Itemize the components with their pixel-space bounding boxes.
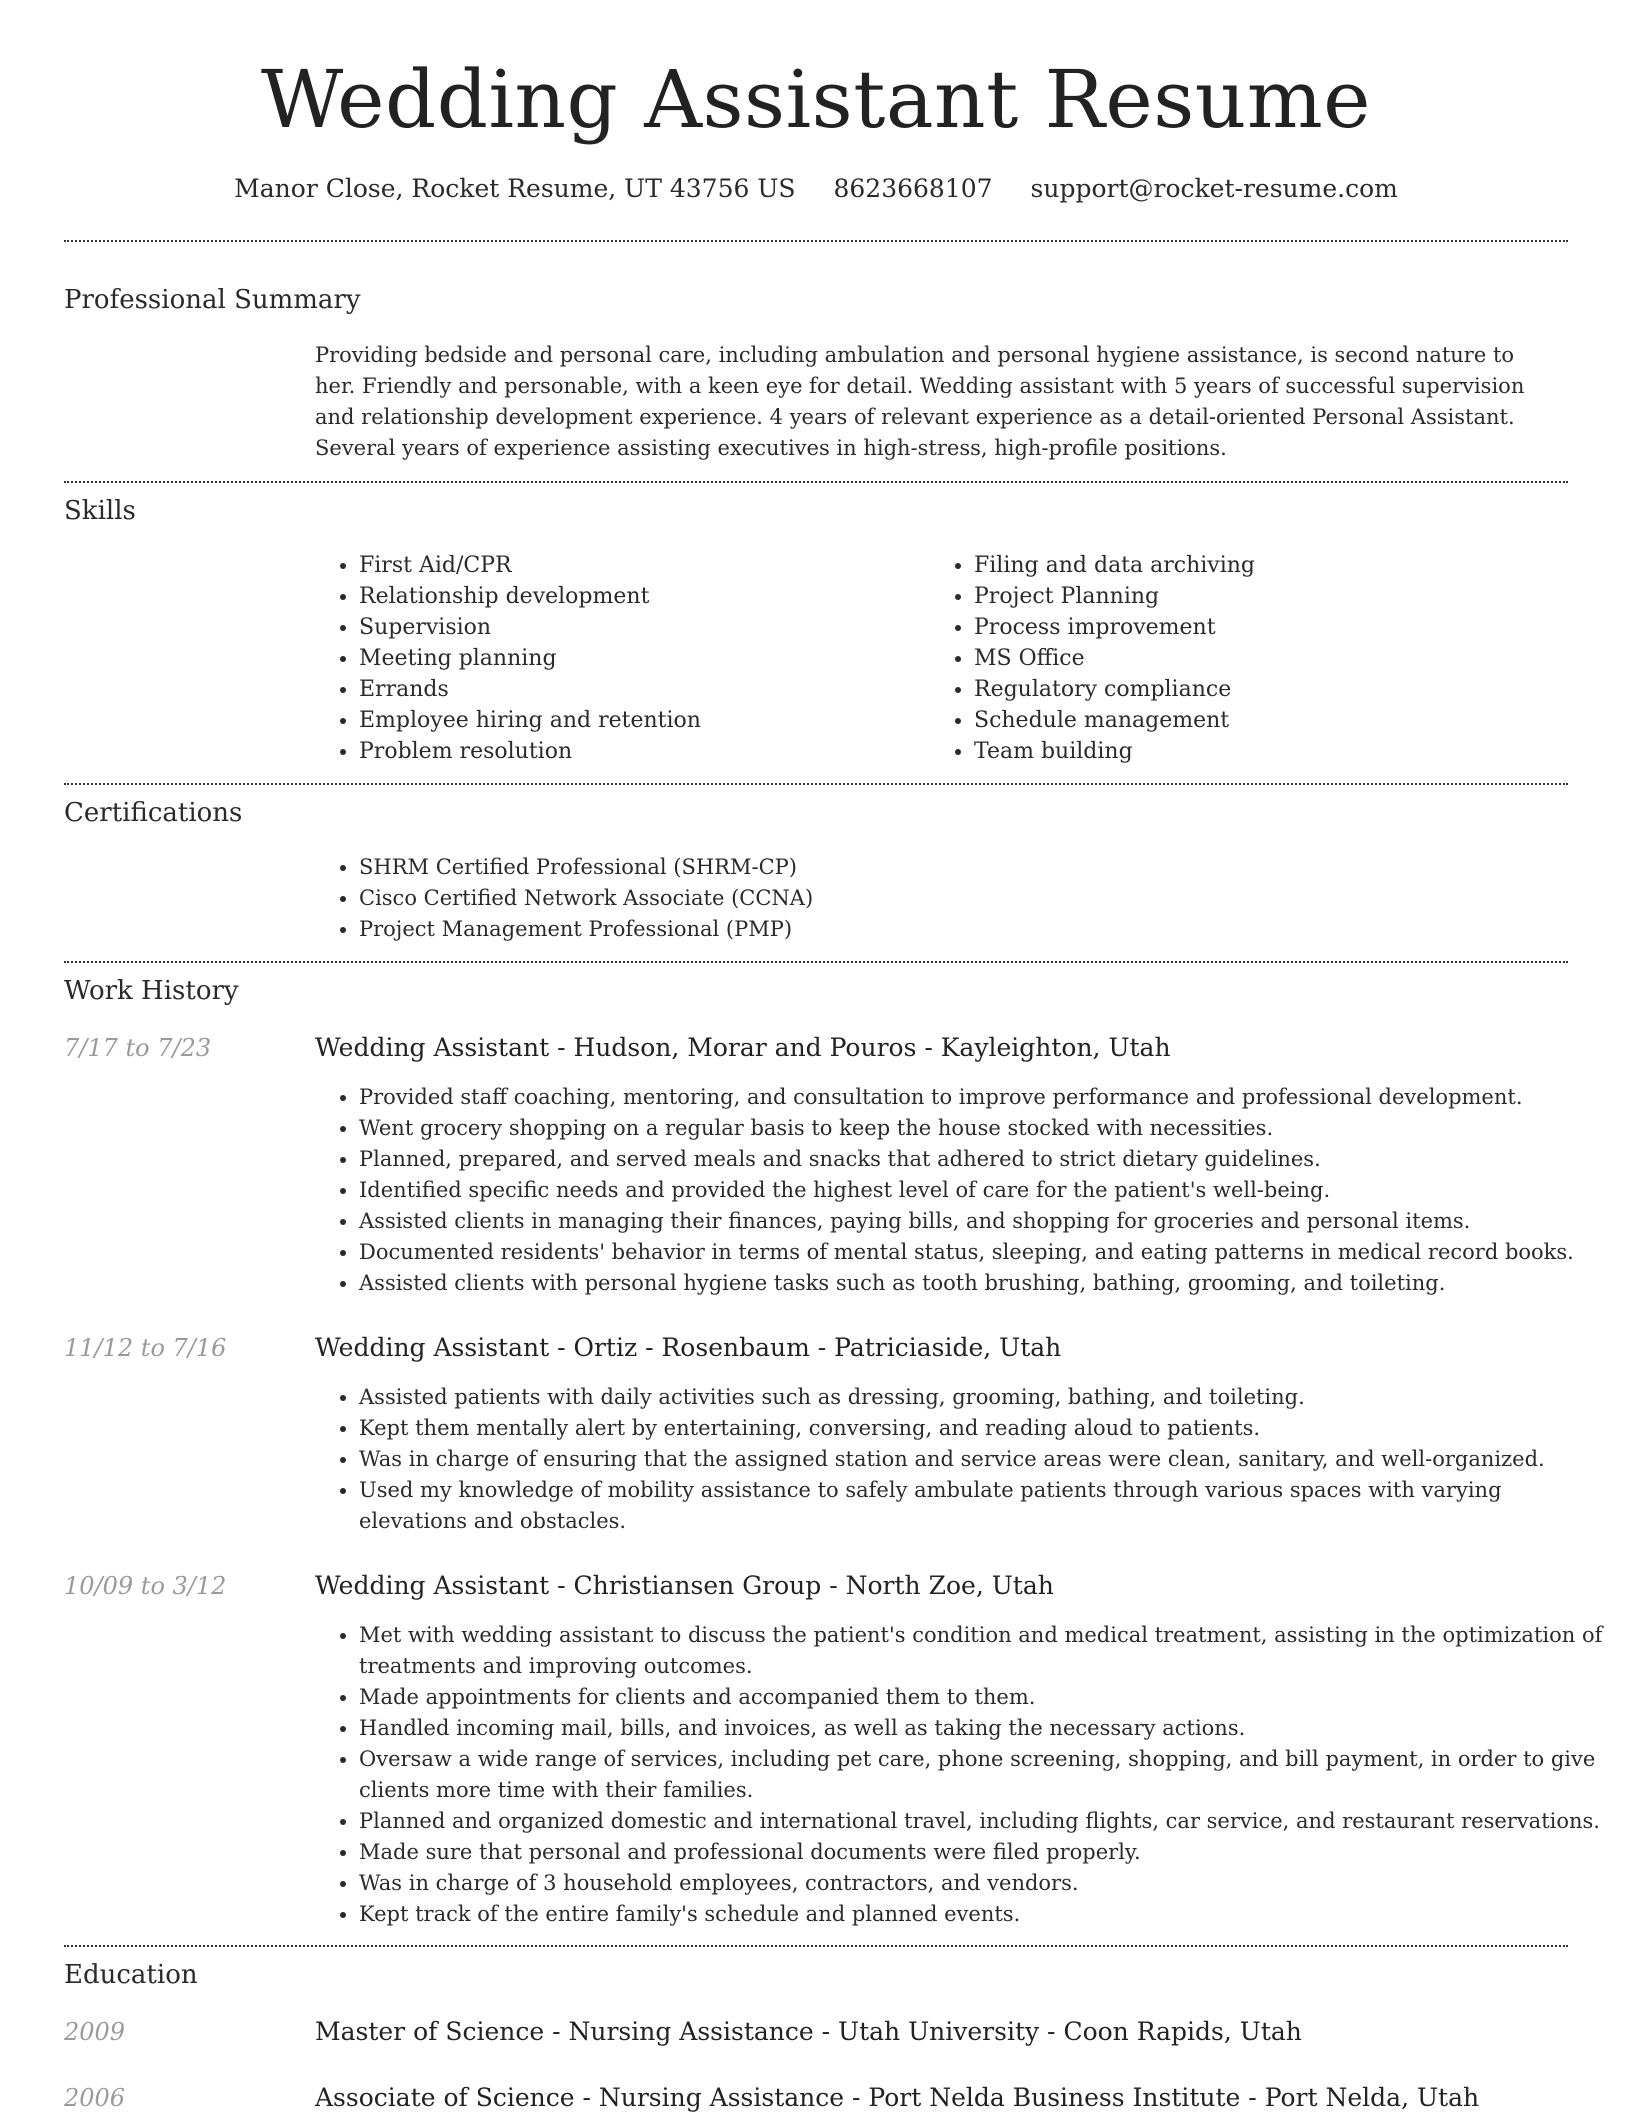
job-bullets — [315, 1082, 1604, 1299]
section-divider — [64, 961, 1568, 963]
contact-line — [0, 172, 1632, 206]
certification-item: • Cisco Certified Network Associate (CCNA) — [359, 883, 1599, 914]
skill-item: • Relationship development — [359, 581, 919, 612]
job-bullets — [315, 1382, 1604, 1537]
summary-heading: Professional Summary — [64, 285, 361, 315]
section-divider — [64, 783, 1568, 785]
job-bullet: • Kept them mentally alert by entertaining, conversing, and reading aloud to patients. — [359, 1413, 1604, 1444]
skills-list-left — [315, 550, 919, 767]
education-year: 2009 — [64, 2018, 126, 2046]
skill-item: • Filing and data archiving — [974, 550, 1574, 581]
job-bullet: • Planned and organized domestic and international travel, including flights, car service, and restaurant reservations. — [359, 1806, 1604, 1837]
section-divider — [64, 240, 1568, 242]
job-bullet: • Assisted clients in managing their finances, paying bills, and shopping for groceries and personal items. — [359, 1206, 1604, 1237]
job-dates: 10/09 to 3/12 — [64, 1572, 227, 1600]
resume-title: Wedding Assistant Resume — [260, 53, 1372, 146]
skill-item: • Project Planning — [974, 581, 1574, 612]
skill-item: • Problem resolution — [359, 736, 919, 767]
job-bullet: • Assisted patients with daily activities such as dressing, grooming, bathing, and toileting. — [359, 1382, 1604, 1413]
job-bullet: • Kept track of the entire family's schedule and planned events. — [359, 1899, 1604, 1930]
job-bullet: • Made appointments for clients and accompanied them to them. — [359, 1682, 1604, 1713]
certification-item: • SHRM Certified Professional (SHRM-CP) — [359, 852, 1599, 883]
skill-item: • Employee hiring and retention — [359, 705, 919, 736]
skills-heading: Skills — [64, 496, 136, 526]
job-title: Wedding Assistant - Hudson, Morar and Pouros - Kayleighton, Utah — [315, 1033, 1171, 1062]
summary-text: Providing bedside and personal care, including ambulation and personal hygiene assistance, is second nature to her. Friendly and personable, with a keen eye for detail. Wedding assistant with 5 years of successful supervision and relationship development experience. 4 years of relevant experience as a detail-oriented Personal Assistant. Several years of experience assisting executives in high-stress, high-profile positions. — [315, 343, 1525, 460]
job-bullet: • Identified specific needs and provided the highest level of care for the patient's well-being. — [359, 1175, 1604, 1206]
job-bullets — [315, 1620, 1604, 1930]
skill-item: • MS Office — [974, 643, 1574, 674]
job-bullet: • Handled incoming mail, bills, and invoices, as well as taking the necessary actions. — [359, 1713, 1604, 1744]
skill-item: • Regulatory compliance — [974, 674, 1574, 705]
job-bullet: • Was in charge of ensuring that the assigned station and service areas were clean, sanitary, and well-organized. — [359, 1444, 1604, 1475]
certifications-list — [315, 852, 1599, 945]
certification-item: • Project Management Professional (PMP) — [359, 914, 1599, 945]
work-heading: Work History — [64, 976, 239, 1006]
skill-item: • First Aid/CPR — [359, 550, 919, 581]
education-degree: Associate of Science - Nursing Assistance - Port Nelda Business Institute - Port Nelda, Utah — [315, 2083, 1480, 2112]
job-bullet: • Met with wedding assistant to discuss the patient's condition and medical treatment, assisting in the optimization of treatments and improving outcomes. — [359, 1620, 1604, 1682]
job-dates: 7/17 to 7/23 — [64, 1034, 212, 1062]
job-dates: 11/12 to 7/16 — [64, 1334, 227, 1362]
contact-address: Manor Close, Rocket Resume, UT 43756 US — [234, 174, 796, 203]
contact-email: support@rocket-resume.com — [1030, 174, 1398, 203]
education-heading: Education — [64, 1960, 198, 1990]
job-bullet: • Made sure that personal and professional documents were filed properly. — [359, 1837, 1604, 1868]
job-bullet: • Assisted clients with personal hygiene tasks such as tooth brushing, bathing, grooming, and toileting. — [359, 1268, 1604, 1299]
job-bullet: • Documented residents' behavior in terms of mental status, sleeping, and eating patterns in medical record books. — [359, 1237, 1604, 1268]
job-title: Wedding Assistant - Ortiz - Rosenbaum - Patriciaside, Utah — [315, 1333, 1062, 1362]
section-divider — [64, 481, 1568, 483]
job-bullet: • Went grocery shopping on a regular basis to keep the house stocked with necessities. — [359, 1113, 1604, 1144]
section-divider — [64, 1945, 1568, 1947]
job-bullet: • Planned, prepared, and served meals and snacks that adhered to strict dietary guidelines. — [359, 1144, 1604, 1175]
skill-item: • Team building — [974, 736, 1574, 767]
job-bullet: • Was in charge of 3 household employees, contractors, and vendors. — [359, 1868, 1604, 1899]
job-bullet: • Oversaw a wide range of services, including pet care, phone screening, shopping, and bill payment, in order to give clients more time with their families. — [359, 1744, 1604, 1806]
education-year: 2006 — [64, 2084, 126, 2112]
job-bullet: • Used my knowledge of mobility assistance to safely ambulate patients through various spaces with varying elevations and obstacles. — [359, 1475, 1604, 1537]
contact-phone: 8623668107 — [833, 174, 993, 203]
skills-list-right — [930, 550, 1574, 767]
education-degree: Master of Science - Nursing Assistance - Utah University - Coon Rapids, Utah — [315, 2017, 1302, 2046]
job-title: Wedding Assistant - Christiansen Group - North Zoe, Utah — [315, 1571, 1054, 1600]
job-bullet: • Provided staff coaching, mentoring, and consultation to improve performance and professional development. — [359, 1082, 1604, 1113]
skill-item: • Meeting planning — [359, 643, 919, 674]
skill-item: • Supervision — [359, 612, 919, 643]
skill-item: • Errands — [359, 674, 919, 705]
certifications-heading: Certifications — [64, 798, 243, 828]
skill-item: • Process improvement — [974, 612, 1574, 643]
skill-item: • Schedule management — [974, 705, 1574, 736]
